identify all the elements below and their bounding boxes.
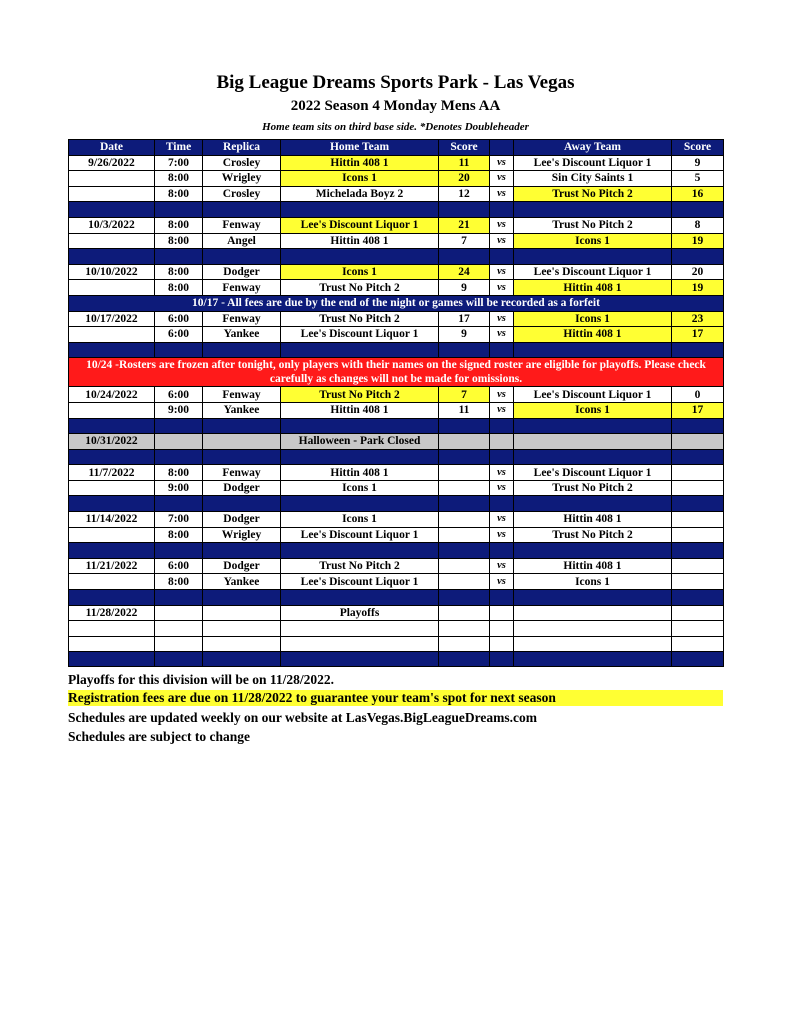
vs-cell: vs — [490, 264, 514, 280]
home-team-cell: Trust No Pitch 2 — [281, 558, 439, 574]
date-cell — [69, 280, 155, 296]
spacer-cell — [155, 342, 203, 358]
date-cell — [69, 233, 155, 249]
home-score-cell — [439, 512, 490, 528]
spacer-cell — [439, 202, 490, 218]
table-header-row — [69, 140, 724, 156]
home-score-cell: 17 — [439, 311, 490, 327]
spacer-cell — [69, 543, 155, 559]
time-cell: 8:00 — [155, 264, 203, 280]
home-score-cell: 20 — [439, 171, 490, 187]
away-team-cell: Sin City Saints 1 — [514, 171, 672, 187]
spacer-cell — [281, 418, 439, 434]
vs-cell: vs — [490, 465, 514, 481]
vs-cell — [490, 621, 514, 637]
replica-field-cell — [203, 605, 281, 621]
spacer-cell — [439, 496, 490, 512]
replica-field-cell: Angel — [203, 233, 281, 249]
table-row — [69, 217, 724, 233]
date-cell: 11/7/2022 — [69, 465, 155, 481]
replica-field-cell: Dodger — [203, 558, 281, 574]
park-closed-text: Halloween - Park Closed — [281, 434, 439, 450]
away-score-cell — [672, 465, 724, 481]
home-score-cell — [439, 480, 490, 496]
column-header-home-score: Score — [439, 140, 490, 156]
spacer-cell — [439, 342, 490, 358]
vs-cell: vs — [490, 512, 514, 528]
date-cell: 10/3/2022 — [69, 217, 155, 233]
home-score-cell: 24 — [439, 264, 490, 280]
table-row — [69, 311, 724, 327]
spacer-cell — [672, 418, 724, 434]
roster-alert-row — [69, 358, 724, 387]
spacer-cell — [672, 543, 724, 559]
home-team-cell: Hittin 408 1 — [281, 402, 439, 418]
spacer-cell — [155, 449, 203, 465]
table-row — [69, 558, 724, 574]
spacer-row — [69, 202, 724, 218]
spacer-cell — [514, 202, 672, 218]
spacer-cell — [69, 652, 155, 667]
time-cell: 8:00 — [155, 186, 203, 202]
home-team-cell: Hittin 408 1 — [281, 465, 439, 481]
spacer-cell — [155, 590, 203, 606]
spacer-cell — [672, 496, 724, 512]
time-cell: 8:00 — [155, 574, 203, 590]
table-row — [69, 280, 724, 296]
spacer-cell — [203, 590, 281, 606]
spacer-cell — [514, 249, 672, 265]
home-score-cell: 9 — [439, 327, 490, 343]
spacer-cell — [281, 652, 439, 667]
away-team-cell: Icons 1 — [514, 311, 672, 327]
home-team-cell: Lee's Discount Liquor 1 — [281, 574, 439, 590]
replica-field-cell: Yankee — [203, 402, 281, 418]
empty-cell — [203, 434, 281, 450]
spacer-cell — [672, 202, 724, 218]
home-score-cell — [439, 558, 490, 574]
vs-cell: vs — [490, 233, 514, 249]
table-row — [69, 512, 724, 528]
spacer-cell — [69, 496, 155, 512]
spacer-cell — [439, 249, 490, 265]
spacer-cell — [281, 543, 439, 559]
spacer-cell — [155, 543, 203, 559]
time-cell: 9:00 — [155, 402, 203, 418]
vs-cell: vs — [490, 527, 514, 543]
home-score-cell — [439, 465, 490, 481]
column-header-away-score: Score — [672, 140, 724, 156]
spacer-cell — [203, 418, 281, 434]
spacer-row — [69, 543, 724, 559]
home-team-cell: Lee's Discount Liquor 1 — [281, 327, 439, 343]
home-score-cell: 7 — [439, 387, 490, 403]
home-score-cell: 12 — [439, 186, 490, 202]
vs-cell: vs — [490, 402, 514, 418]
spacer-cell — [439, 652, 490, 667]
replica-field-cell: Dodger — [203, 264, 281, 280]
away-score-cell: 19 — [672, 280, 724, 296]
home-score-cell: 7 — [439, 233, 490, 249]
away-team-cell — [514, 621, 672, 637]
spacer-cell — [281, 249, 439, 265]
home-score-cell — [439, 636, 490, 652]
schedule-note: Home team sits on third base side. *Denotes Doubleheader — [262, 121, 529, 133]
date-cell — [69, 171, 155, 187]
spacer-cell — [490, 418, 514, 434]
spacer-cell — [514, 449, 672, 465]
replica-field-cell: Crosley — [203, 186, 281, 202]
away-score-cell: 20 — [672, 264, 724, 280]
away-score-cell: 17 — [672, 327, 724, 343]
away-team-cell: Icons 1 — [514, 574, 672, 590]
home-score-cell — [439, 574, 490, 590]
table-row — [69, 171, 724, 187]
away-team-cell: Lee's Discount Liquor 1 — [514, 465, 672, 481]
vs-cell: vs — [490, 155, 514, 171]
spacer-cell — [203, 249, 281, 265]
date-cell — [69, 480, 155, 496]
home-score-cell — [439, 527, 490, 543]
spacer-cell — [672, 449, 724, 465]
away-team-cell: Hittin 408 1 — [514, 280, 672, 296]
empty-cell — [514, 434, 672, 450]
away-team-cell: Icons 1 — [514, 402, 672, 418]
spacer-cell — [281, 590, 439, 606]
spacer-cell — [155, 418, 203, 434]
vs-cell: vs — [490, 217, 514, 233]
table-row — [69, 264, 724, 280]
replica-field-cell: Fenway — [203, 280, 281, 296]
vs-cell: vs — [490, 387, 514, 403]
date-cell — [69, 402, 155, 418]
table-row — [69, 387, 724, 403]
away-score-cell — [672, 574, 724, 590]
away-score-cell — [672, 527, 724, 543]
home-score-cell: 21 — [439, 217, 490, 233]
spacer-cell — [439, 590, 490, 606]
date-cell: 10/17/2022 — [69, 311, 155, 327]
table-row — [69, 574, 724, 590]
table-row — [69, 636, 724, 652]
date-cell — [69, 574, 155, 590]
away-score-cell — [672, 558, 724, 574]
park-closed-row — [69, 434, 724, 450]
time-cell: 6:00 — [155, 327, 203, 343]
replica-field-cell: Wrigley — [203, 527, 281, 543]
date-cell: 10/10/2022 — [69, 264, 155, 280]
home-team-cell: Trust No Pitch 2 — [281, 280, 439, 296]
vs-cell: vs — [490, 171, 514, 187]
vs-cell — [490, 605, 514, 621]
away-score-cell: 19 — [672, 233, 724, 249]
away-team-cell: Lee's Discount Liquor 1 — [514, 387, 672, 403]
spacer-cell — [203, 202, 281, 218]
time-cell: 6:00 — [155, 558, 203, 574]
home-score-cell — [439, 621, 490, 637]
table-row — [69, 465, 724, 481]
spacer-cell — [69, 449, 155, 465]
time-cell — [155, 605, 203, 621]
time-cell — [155, 636, 203, 652]
home-team-cell: Icons 1 — [281, 512, 439, 528]
page-title: Big League Dreams Sports Park - Las Vegas — [216, 72, 575, 93]
spacer-cell — [490, 202, 514, 218]
date-cell: 11/14/2022 — [69, 512, 155, 528]
spacer-cell — [203, 543, 281, 559]
vs-cell: vs — [490, 558, 514, 574]
spacer-cell — [281, 202, 439, 218]
spacer-cell — [155, 496, 203, 512]
replica-field-cell: Yankee — [203, 327, 281, 343]
footer-playoffs-note: Playoffs for this division will be on 11/28/2022. — [68, 672, 335, 687]
spacer-row — [69, 249, 724, 265]
column-header-date: Date — [69, 140, 155, 156]
table-row — [69, 186, 724, 202]
vs-cell: vs — [490, 280, 514, 296]
home-team-cell: Michelada Boyz 2 — [281, 186, 439, 202]
table-row — [69, 621, 724, 637]
time-cell: 8:00 — [155, 171, 203, 187]
home-team-cell: Playoffs — [281, 605, 439, 621]
away-team-cell — [514, 636, 672, 652]
table-row — [69, 605, 724, 621]
vs-cell: vs — [490, 186, 514, 202]
spacer-cell — [281, 342, 439, 358]
time-cell: 9:00 — [155, 480, 203, 496]
home-team-cell: Trust No Pitch 2 — [281, 311, 439, 327]
schedule-table — [68, 139, 724, 667]
home-team-cell: Icons 1 — [281, 264, 439, 280]
replica-field-cell: Fenway — [203, 387, 281, 403]
home-team-cell: Hittin 408 1 — [281, 155, 439, 171]
away-score-cell: 23 — [672, 311, 724, 327]
spacer-cell — [514, 342, 672, 358]
away-team-cell: Hittin 408 1 — [514, 558, 672, 574]
date-cell: 10/24/2022 — [69, 387, 155, 403]
time-cell: 6:00 — [155, 387, 203, 403]
replica-field-cell: Yankee — [203, 574, 281, 590]
home-team-cell: Lee's Discount Liquor 1 — [281, 527, 439, 543]
spacer-row — [69, 418, 724, 434]
time-cell: 8:00 — [155, 465, 203, 481]
replica-field-cell: Wrigley — [203, 171, 281, 187]
spacer-cell — [514, 418, 672, 434]
spacer-cell — [69, 249, 155, 265]
away-team-cell: Icons 1 — [514, 233, 672, 249]
page-subtitle: 2022 Season 4 Monday Mens AA — [290, 98, 501, 114]
away-team-cell — [514, 605, 672, 621]
replica-field-cell — [203, 621, 281, 637]
table-row — [69, 327, 724, 343]
spacer-cell — [490, 543, 514, 559]
spacer-row — [69, 449, 724, 465]
away-score-cell: 8 — [672, 217, 724, 233]
replica-field-cell: Dodger — [203, 512, 281, 528]
spacer-cell — [490, 342, 514, 358]
spacer-cell — [439, 418, 490, 434]
away-team-cell: Trust No Pitch 2 — [514, 480, 672, 496]
date-cell: 9/26/2022 — [69, 155, 155, 171]
spacer-cell — [490, 496, 514, 512]
replica-field-cell: Dodger — [203, 480, 281, 496]
spacer-cell — [672, 590, 724, 606]
roster-alert-text: 10/24 -Rosters are frozen after tonight, only players with their names on the signed roster are eligible for playoffs. Please check carefully as changes will not be made for omissions. — [69, 358, 724, 387]
column-header-vs — [490, 140, 514, 156]
column-header-time: Time — [155, 140, 203, 156]
table-row — [69, 402, 724, 418]
away-team-cell: Trust No Pitch 2 — [514, 527, 672, 543]
column-header-home-team: Home Team — [281, 140, 439, 156]
date-cell: 11/28/2022 — [69, 605, 155, 621]
spacer-cell — [439, 543, 490, 559]
spacer-cell — [672, 249, 724, 265]
date-cell — [69, 636, 155, 652]
column-header-away-team: Away Team — [514, 140, 672, 156]
vs-cell: vs — [490, 327, 514, 343]
away-team-cell: Hittin 408 1 — [514, 512, 672, 528]
time-cell: 7:00 — [155, 155, 203, 171]
column-header-replica: Replica — [203, 140, 281, 156]
spacer-cell — [69, 202, 155, 218]
away-score-cell: 5 — [672, 171, 724, 187]
away-score-cell: 9 — [672, 155, 724, 171]
date-cell: 11/21/2022 — [69, 558, 155, 574]
home-team-cell: Trust No Pitch 2 — [281, 387, 439, 403]
replica-field-cell — [203, 636, 281, 652]
home-team-cell: Icons 1 — [281, 480, 439, 496]
time-cell: 8:00 — [155, 233, 203, 249]
time-cell: 8:00 — [155, 280, 203, 296]
spacer-cell — [281, 496, 439, 512]
spacer-cell — [203, 652, 281, 667]
away-team-cell: Trust No Pitch 2 — [514, 217, 672, 233]
spacer-cell — [514, 543, 672, 559]
table-row — [69, 233, 724, 249]
spacer-row — [69, 590, 724, 606]
date-cell — [69, 621, 155, 637]
spacer-cell — [155, 249, 203, 265]
spacer-cell — [490, 652, 514, 667]
away-team-cell: Trust No Pitch 2 — [514, 186, 672, 202]
spacer-cell — [490, 449, 514, 465]
away-score-cell — [672, 480, 724, 496]
spacer-cell — [514, 496, 672, 512]
away-team-cell: Lee's Discount Liquor 1 — [514, 264, 672, 280]
away-team-cell: Hittin 408 1 — [514, 327, 672, 343]
spacer-cell — [490, 590, 514, 606]
home-score-cell: 9 — [439, 280, 490, 296]
spacer-cell — [514, 590, 672, 606]
fees-notice-row — [69, 295, 724, 311]
away-score-cell: 16 — [672, 186, 724, 202]
footer-registration-note: Registration fees are due on 11/28/2022 to guarantee your team's spot for next season — [68, 690, 723, 706]
spacer-cell — [281, 449, 439, 465]
away-score-cell — [672, 621, 724, 637]
home-team-cell: Hittin 408 1 — [281, 233, 439, 249]
fees-notice-text: 10/17 - All fees are due by the end of the night or games will be recorded as a forfeit — [69, 295, 724, 311]
home-score-cell — [439, 605, 490, 621]
time-cell: 6:00 — [155, 311, 203, 327]
vs-cell: vs — [490, 574, 514, 590]
replica-field-cell: Crosley — [203, 155, 281, 171]
footer-website-note: Schedules are updated weekly on our website at LasVegas.BigLeagueDreams.com — [68, 710, 538, 725]
spacer-cell — [490, 249, 514, 265]
away-score-cell: 0 — [672, 387, 724, 403]
vs-cell: vs — [490, 480, 514, 496]
empty-cell — [490, 434, 514, 450]
time-cell: 8:00 — [155, 527, 203, 543]
replica-field-cell: Fenway — [203, 217, 281, 233]
time-cell — [155, 621, 203, 637]
footer-change-note: Schedules are subject to change — [68, 729, 250, 744]
away-score-cell — [672, 636, 724, 652]
home-team-cell: Lee's Discount Liquor 1 — [281, 217, 439, 233]
away-score-cell: 17 — [672, 402, 724, 418]
away-score-cell — [672, 605, 724, 621]
table-row — [69, 155, 724, 171]
spacer-cell — [203, 342, 281, 358]
vs-cell — [490, 636, 514, 652]
spacer-cell — [203, 496, 281, 512]
spacer-cell — [672, 342, 724, 358]
date-cell — [69, 327, 155, 343]
spacer-row — [69, 342, 724, 358]
replica-field-cell: Fenway — [203, 311, 281, 327]
spacer-row — [69, 496, 724, 512]
spacer-cell — [155, 202, 203, 218]
table-row — [69, 527, 724, 543]
vs-cell: vs — [490, 311, 514, 327]
away-team-cell: Lee's Discount Liquor 1 — [514, 155, 672, 171]
home-score-cell: 11 — [439, 155, 490, 171]
table-row — [69, 480, 724, 496]
home-team-cell — [281, 621, 439, 637]
spacer-cell — [155, 652, 203, 667]
spacer-cell — [69, 590, 155, 606]
spacer-cell — [672, 652, 724, 667]
time-cell: 7:00 — [155, 512, 203, 528]
spacer-cell — [69, 342, 155, 358]
empty-cell — [672, 434, 724, 450]
empty-cell — [155, 434, 203, 450]
home-score-cell: 11 — [439, 402, 490, 418]
spacer-cell — [203, 449, 281, 465]
date-cell: 10/31/2022 — [69, 434, 155, 450]
spacer-cell — [439, 449, 490, 465]
home-team-cell — [281, 636, 439, 652]
time-cell: 8:00 — [155, 217, 203, 233]
date-cell — [69, 527, 155, 543]
date-cell — [69, 186, 155, 202]
schedule-body — [69, 155, 724, 667]
replica-field-cell: Fenway — [203, 465, 281, 481]
spacer-cell — [69, 418, 155, 434]
table-bottom-bar — [69, 652, 724, 667]
home-team-cell: Icons 1 — [281, 171, 439, 187]
empty-cell — [439, 434, 490, 450]
spacer-cell — [514, 652, 672, 667]
away-score-cell — [672, 512, 724, 528]
